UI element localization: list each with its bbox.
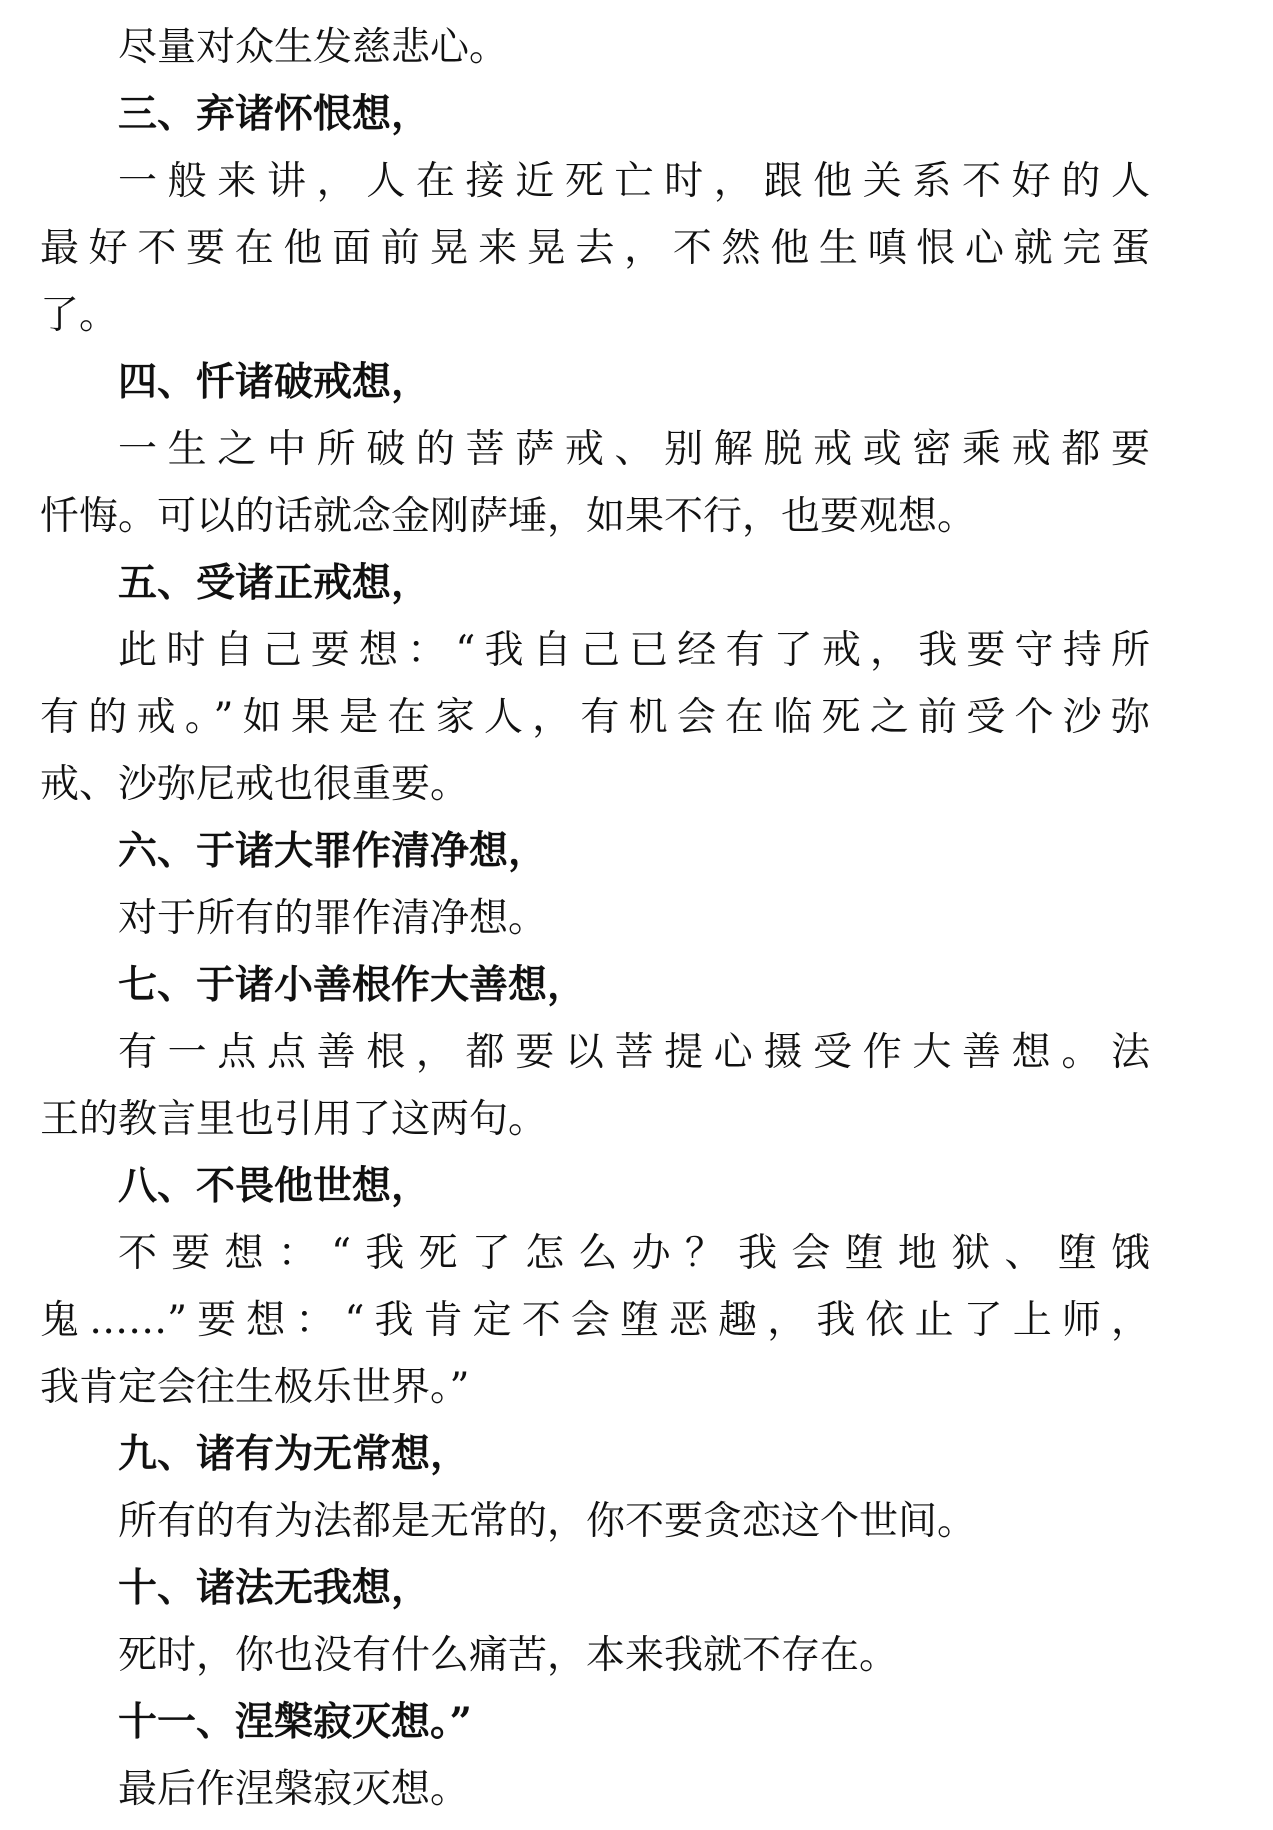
paragraph-line: 有的戒。”如果是在家人，有机会在临死之前受个沙弥 xyxy=(40,695,1150,740)
paragraph-line: 王的教言里也引用了这两句。 xyxy=(40,1097,548,1142)
paragraph-line: 一生之中所破的菩萨戒、别解脱戒或密乘戒都要 xyxy=(118,427,1150,472)
paragraph-line: 一般来讲，人在接近死亡时，跟他关系不好的人 xyxy=(118,159,1150,204)
paragraph-line: 忏悔。可以的话就念金刚萨埵，如果不行，也要观想。 xyxy=(40,494,977,539)
section-heading: 三、弃诸怀恨想， xyxy=(118,91,431,137)
section-heading: 四、忏诸破戒想， xyxy=(118,359,431,405)
section-heading: 十一、涅槃寂灭想。” xyxy=(118,1699,472,1745)
section-heading: 十、诸法无我想， xyxy=(118,1565,431,1611)
paragraph-line: 尽量对众生发慈悲心。 xyxy=(118,25,509,70)
paragraph-line: 我肯定会往生极乐世界。” xyxy=(40,1365,470,1410)
paragraph-line: 不要想：“我死了怎么办？我会堕地狱、堕饿 xyxy=(118,1231,1150,1276)
paragraph-line: 鬼……”要想：“我肯定不会堕恶趣，我依止了上师， xyxy=(40,1298,1150,1343)
paragraph-line: 有一点点善根，都要以菩提心摄受作大善想。法 xyxy=(118,1030,1150,1075)
paragraph-line: 所有的有为法都是无常的，你不要贪恋这个世间。 xyxy=(118,1499,977,1544)
paragraph-line: 了。 xyxy=(40,293,119,338)
paragraph-line: 此时自己要想：“我自己已经有了戒，我要守持所 xyxy=(118,628,1150,673)
section-heading: 八、不畏他世想， xyxy=(118,1163,431,1209)
paragraph-line: 戒、沙弥尼戒也很重要。 xyxy=(40,762,470,807)
paragraph-line: 对于所有的罪作清净想。 xyxy=(118,896,548,941)
section-heading: 七、于诸小善根作大善想， xyxy=(118,962,587,1008)
section-heading: 六、于诸大罪作清净想， xyxy=(118,828,548,874)
section-heading: 九、诸有为无常想， xyxy=(118,1431,470,1477)
paragraph-line: 死时，你也没有什么痛苦，本来我就不存在。 xyxy=(118,1633,899,1678)
section-heading: 五、受诸正戒想， xyxy=(118,560,431,606)
paragraph-line: 最好不要在他面前晃来晃去，不然他生嗔恨心就完蛋 xyxy=(40,226,1150,271)
document-page xyxy=(40,14,1150,1823)
paragraph-line: 最后作涅槃寂灭想。 xyxy=(118,1767,470,1812)
